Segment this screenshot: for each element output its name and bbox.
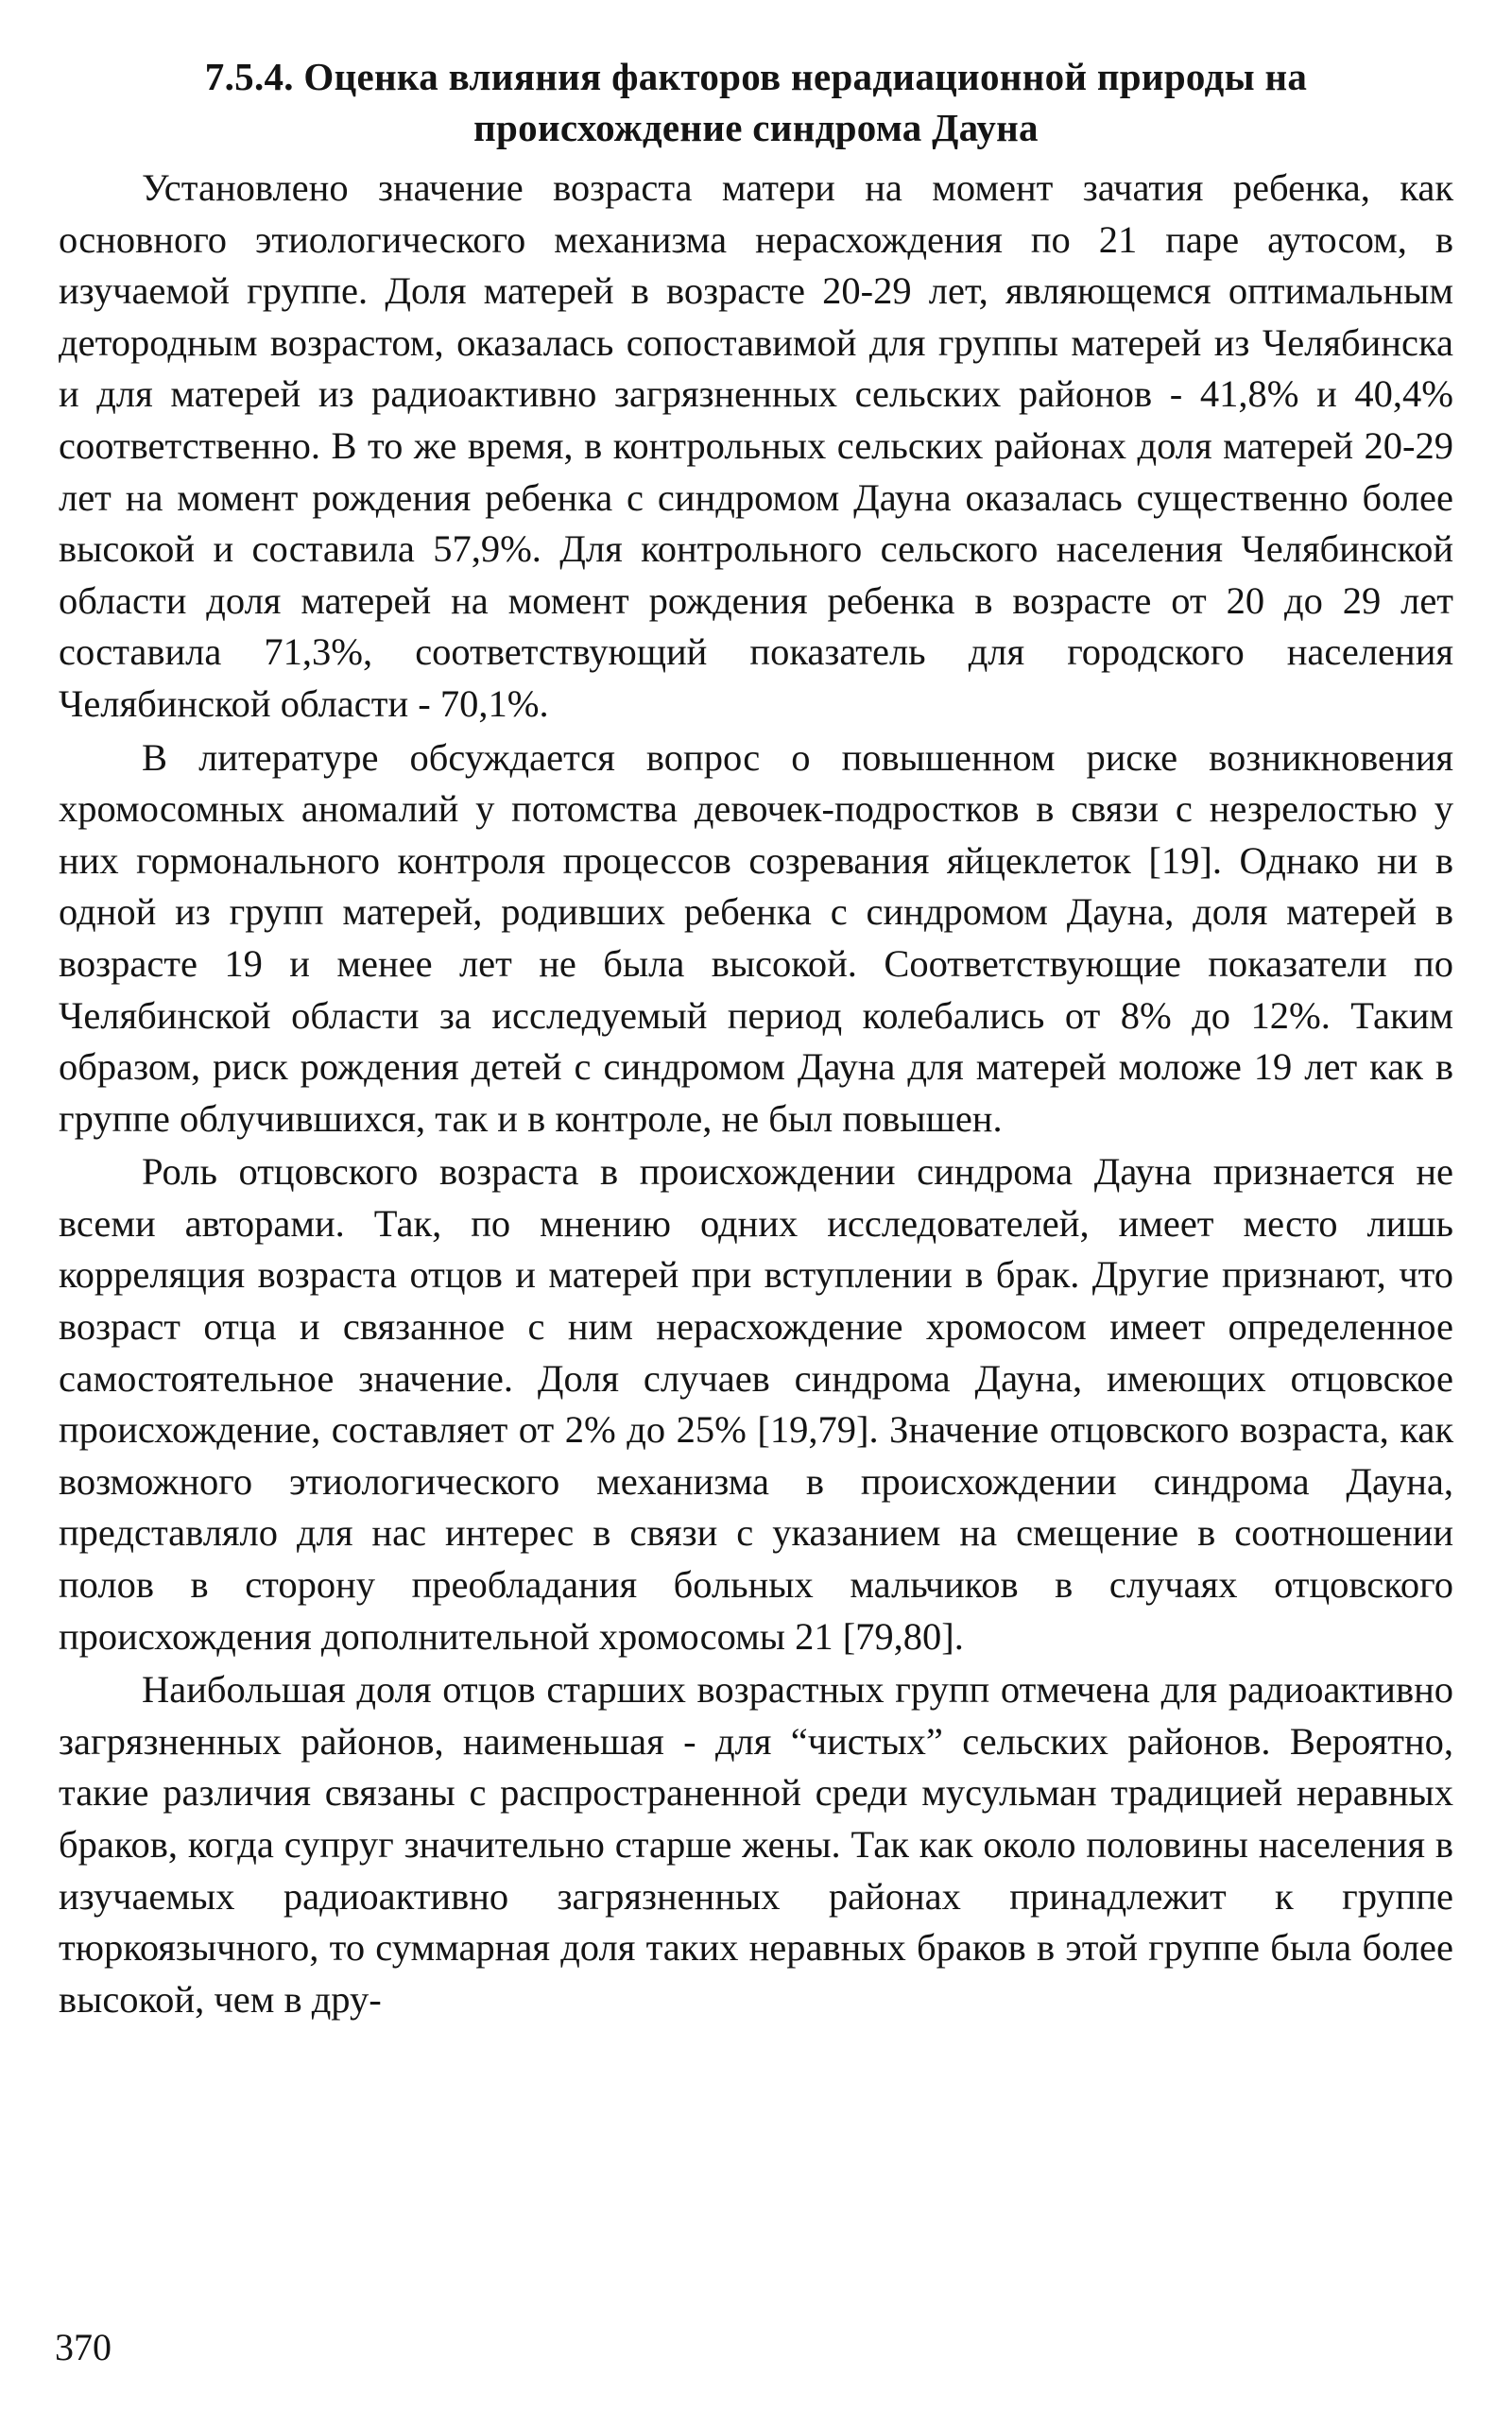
paragraph-paternal-age: Роль отцовского возраста в происхождении синдрома Дауна признается не всеми авторами. Так, по мнению одних исследователей, имеет место лишь корреляция возраста отцов и матерей при вступлении в брак. Другие признают, что возраст отца и связанное с ним нерасхождение хромосом имеет определенное самостоятельное значение. Доля случаев синдрома Дауна, имеющих отцовское происхождение, составляет от 2% до 25% [19,79]. Значение отцовского возраста, как возможного этиологического механизма в происхождении синдрома Дауна, представляло для нас интерес в связи с указанием на смещение в соотношении полов в сторону преобладания больных мальчиков в случаях отцовского происхождения дополнительной хромосомы 21 [79,80]. bbox=[59, 1150, 1453, 1658]
paragraph-teen-mothers: В литературе обсуждается вопрос о повышенном риске возникновения хромосомных аномалий у потомства девочек-подростков в связи с незрелостью у них гормонального контроля процессов созревания яйцеклеток [19]. Однако ни в одной из групп матерей, родивших ребенка с синдромом Дауна, доля матерей в возрасте 19 и менее лет не была высокой. Соответствующие показатели по Челябинской области за исследуемый период колебались от 8% до 12%. Таким образом, риск рождения детей с синдромом Дауна для матерей моложе 19 лет как в группе облучившихся, так и в контроле, не был повышен. bbox=[59, 735, 1453, 1140]
section-title-line-1: 7.5.4. Оценка влияния факторов нерадиационной природы на bbox=[204, 55, 1308, 98]
document-page bbox=[59, 51, 1453, 2027]
section-title-line-2: происхождение синдрома Дауна bbox=[473, 106, 1039, 149]
paragraph-maternal-age: Установлено значение возраста матери на момент зачатия ребенка, как основного этиологического механизма нерасхождения по 21 паре аутосом, в изучаемой группе. Доля матерей в возрасте 20-29 лет, являющемся оптимальным детородным возрастом, оказалась сопоставимой для группы матерей из Челябинска и для матерей из радиоактивно загрязненных сельских районов - 41,8% и 40,4% соответственно. В то же время, в контрольных сельских районах доля матерей 20-29 лет на момент рождения ребенка с синдромом Дауна оказалась существенно более высокой и составила 57,9%. Для контрольного сельского населения Челябинской области доля матерей на момент рождения ребенка в возрасте от 20 до 29 лет составила 71,3%, соответствующий показатель для городского населения Челябинской области - 70,1%. bbox=[59, 166, 1453, 725]
section-title bbox=[59, 51, 1453, 153]
page-number: 370 bbox=[55, 2326, 112, 2368]
paragraph-older-fathers: Наибольшая доля отцов старших возрастных групп отмечена для радиоактивно загрязненных районов, наименьшая - для “чистых” сельских районов. Вероятно, такие различия связаны с распространенной среди мусульман традицией неравных браков, когда супруг значительно старше жены. Так как около половины населения в изучаемых радиоактивно загрязненных районах принадлежит к группе тюркоязычного, то суммарная доля таких неравных браков в этой группе была более высокой, чем в дру- bbox=[59, 1668, 1453, 2021]
